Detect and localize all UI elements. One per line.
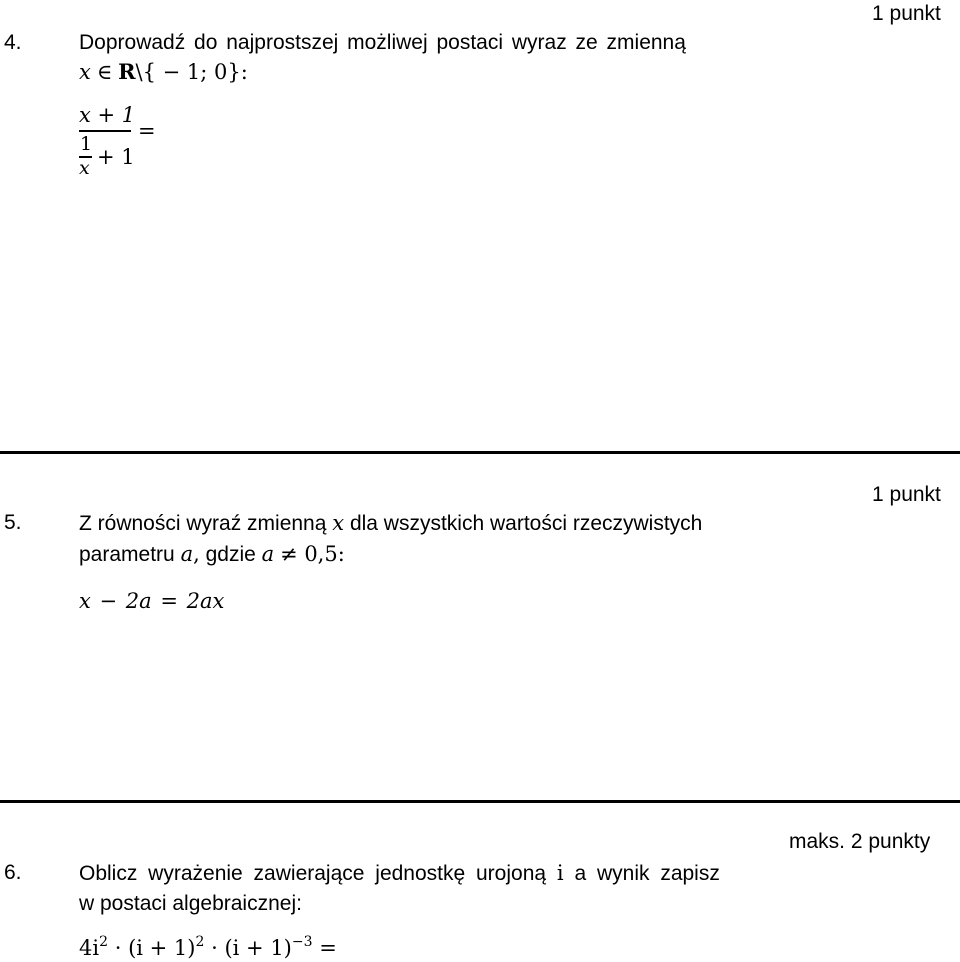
task6-expr-dot2: · [211,936,218,960]
task4-fraction-bar [79,130,131,132]
task6-line1-a: Oblicz wyrażenie zawierające jednostkę urojoną [79,862,547,885]
task6-line1-i: i [556,861,564,885]
task6-points: maks. 2 punkty [789,830,931,853]
task4-den-small-num: 1 [80,133,93,155]
task6-expr-eq: = [319,936,337,960]
task4-numerator-text: x + 1 [79,103,136,127]
task5-equation: x − 2a = 2ax [79,589,225,613]
separator-line [0,800,960,803]
task5-line1 [79,509,702,538]
task5-line2-param: a [180,542,194,566]
task4-domain-set: R [118,59,136,84]
task5-line1-b: dla wszystkich wartości rzeczywistych [349,512,703,535]
task4-domain-in: ∈ [96,60,113,84]
task4-den-plus: + 1 [97,145,135,169]
task5-line2-b: gdzie [205,543,256,566]
task5-line2 [79,540,345,569]
task4-domain [79,58,248,87]
task6-line1 [79,859,720,888]
task5-line2-comma: , [193,542,200,566]
task4-domain-rest: \{ − 1; 0}: [135,60,248,84]
task6-expression [79,934,337,962]
task4-numerator [79,101,135,129]
task6-number: 6. [4,861,22,884]
task5-line2-cond-rest: ≠ 0,5: [280,542,345,566]
task5-line1-a: Z równości wyraź zmienną [79,512,327,535]
task6-expr-b-exp: 2 [195,934,205,950]
task5-line2-cond-var: a [261,542,275,566]
task4-equals: = [138,119,156,143]
task6-expr-c-exp: −3 [291,934,313,950]
task6-expr-dot1: · [114,936,122,960]
task6-expr-b: (i + 1) [128,936,196,960]
task6-line2: w postaci algebraicznej: [79,892,302,915]
task5-line1-var: x [332,511,345,535]
task4-number: 4. [4,31,22,54]
task6-expr-a: 4i [79,936,100,960]
task5-points: 1 punkt [872,483,941,506]
task6-expr-c: (i + 1) [224,936,292,960]
task4-den-small-den: x [79,157,90,179]
task4-text: Doprowadź do najprostszej możliwej postaci wyraz ze zmienną [79,31,686,54]
task5-line2-a: parametru [79,543,175,566]
separator-line [0,451,960,454]
task4-domain-var: x [79,60,91,84]
task6-line1-b: a wynik zapisz [574,862,720,885]
task5-number: 5. [4,511,22,534]
task6-expr-a-exp: 2 [99,934,108,950]
task4-points: 1 punkt [872,2,941,25]
